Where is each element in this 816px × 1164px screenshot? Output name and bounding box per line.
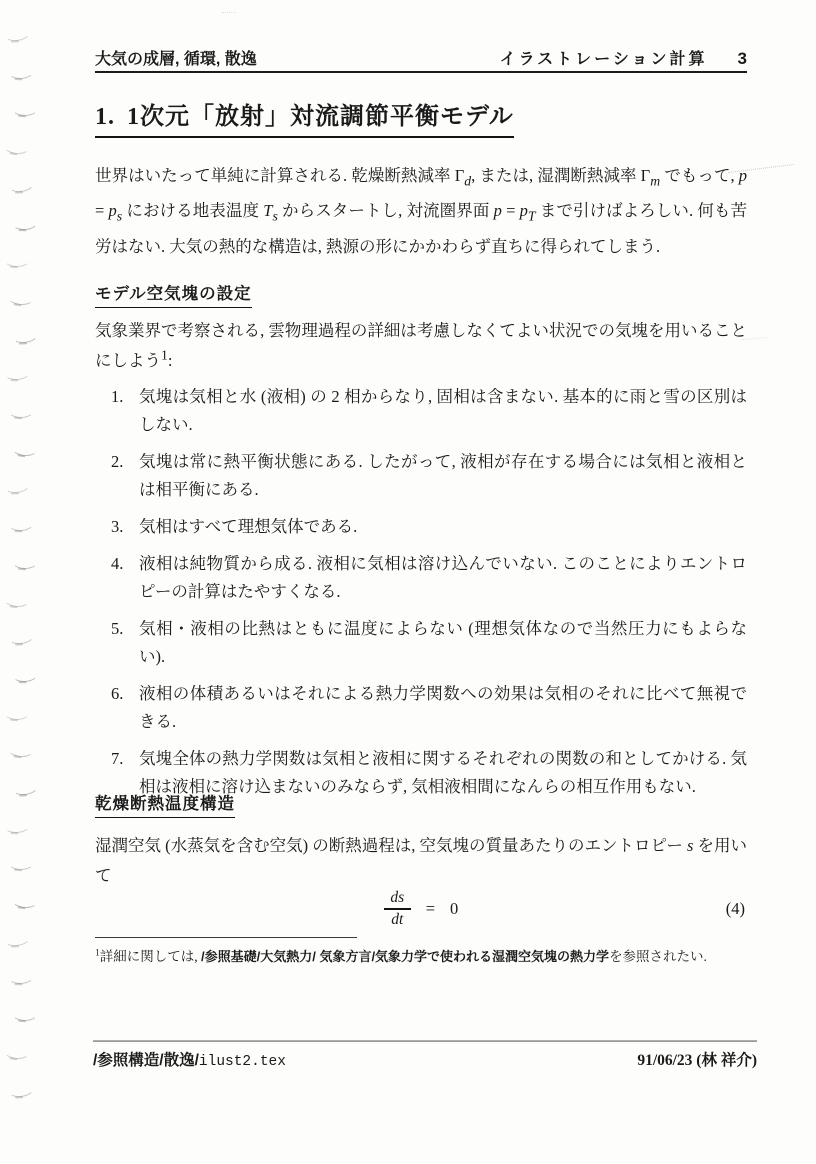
binder-ring-mark <box>3 24 31 42</box>
list-item-text: 気相・液相の比熱はともに温度によらない (理想気体なので当然圧力にもよらない). <box>139 619 747 666</box>
list-item-text: 液相は純物質から成る. 液相に気相は溶け込んでいない. このことによりエントロピーの計算はたやすくなる. <box>139 554 747 601</box>
footer-date-author: 91/06/23 (林 祥介) <box>637 1052 757 1069</box>
list-item <box>111 448 747 504</box>
subsection2-intro: 湿潤空気 (水蒸気を含む空気) の断熱過程は, 空気塊の質量あたりのエントロピー s を用いて <box>95 836 748 885</box>
equation-relation: = <box>425 899 436 918</box>
list-item-number: 1. <box>111 387 124 406</box>
binder-ring-mark <box>4 252 30 267</box>
footnote-post: を参照されたい. <box>609 949 707 964</box>
binder-ring-mark <box>4 138 31 155</box>
footer-file-path: /参照構造/散逸/ilust2.tex <box>93 1052 286 1070</box>
header-rule <box>95 71 747 73</box>
footer-file-name: ilust2.tex <box>198 1054 286 1070</box>
binder-ring-mark <box>4 1043 31 1060</box>
list-item-text: 液相の体積あるいはそれによる熱力学関数への効果は気相のそれに比べて無視できる. <box>139 684 747 731</box>
section-title-block <box>95 96 747 138</box>
scan-noise <box>222 12 236 13</box>
footnote <box>95 945 751 969</box>
binder-ring-mark <box>8 855 34 870</box>
footnote-pre: 詳細に関しては, <box>99 949 201 964</box>
footnote-rule <box>95 937 357 938</box>
list-item-text: 気相はすべて理想気体である. <box>139 517 358 536</box>
binder-ring-mark <box>3 477 31 495</box>
list-item <box>111 383 747 439</box>
equation-block <box>95 884 747 934</box>
subsection1-intro: 気象業界で考察される, 雲物理過程の詳細は考慮しなくてよい状況での気塊を用いることにしよう$^1$: <box>95 321 747 370</box>
binder-ring-mark <box>3 929 31 947</box>
page-footer <box>93 1048 757 1070</box>
fraction-denominator: dt <box>391 910 404 928</box>
section-title-text: 1次元「放射」対流調節平衡モデル <box>127 104 514 130</box>
binder-ring-mark <box>12 666 39 683</box>
fraction-numerator: ds <box>390 889 405 907</box>
binder-ring-mark <box>8 403 34 418</box>
footer-rule <box>93 1040 757 1042</box>
assumption-list <box>95 383 747 810</box>
binder-ring-mark <box>8 968 35 985</box>
list-item-text: 気塊は気相と水 (液相) の 2 相からなり, 固相は含まない. 基本的に雨と雪の区別はしない. <box>139 387 747 434</box>
subsection1-heading: モデル空気塊の設定 <box>95 280 747 308</box>
list-item-number: 5. <box>111 619 124 638</box>
intro-paragraph: 世界はいたって単純に計算される. 乾燥断熱減率 $\Gamma_d$, または, 湿潤断熱減率 $\Gamma_m$ でもって, $p = p_s$ における地表温度 $T_s$ からスタートし, 対流圏界面 $p = p_T$ まで引けばよろしい. 何も苦労はない. 大気の熱的な構造は, 熱源の形にかかわらず直ちに得られてしまう. <box>95 166 748 256</box>
binder-ring-mark <box>8 515 35 532</box>
binder-ring-mark <box>4 591 31 608</box>
equation-number: (4) <box>725 899 745 918</box>
binder-ring-mark <box>8 289 35 306</box>
header-right <box>500 46 747 69</box>
list-item-text: 気塊は常に熱平衡状態にある. したがって, 液相が存在する場合には気相と液相とは相平衡にある. <box>139 452 748 499</box>
list-item-number: 7. <box>111 749 124 768</box>
header-right-title: イラストレーション計算 <box>499 51 708 68</box>
list-item-number: 2. <box>111 452 124 471</box>
binder-ring-mark <box>12 440 39 457</box>
page-header <box>95 46 747 69</box>
fraction-bar <box>384 908 411 909</box>
list-item <box>111 513 747 541</box>
binder-ring-mark <box>12 214 39 231</box>
binder-ring-mark <box>4 817 31 834</box>
binder-ring-mark <box>11 326 39 344</box>
binder-ring-mark <box>12 101 38 116</box>
subsection2-heading: 乾燥断熱温度構造 <box>95 790 747 818</box>
fraction <box>384 890 411 928</box>
list-item-text: 気塊全体の熱力学関数は気相と液相に関するそれぞれの関数の和としてかける. 気相は液相に溶け込まないのみならず, 気相液相間になんらの相互作用もない. <box>139 749 747 796</box>
binder-ring-mark <box>8 741 35 758</box>
header-left-title: 大気の成層, 循環, 散逸 <box>95 51 257 68</box>
equation-rhs: 0 <box>450 899 459 918</box>
list-item-number: 3. <box>111 517 124 536</box>
binder-ring-mark <box>7 175 35 193</box>
section-number: 1. <box>95 104 115 130</box>
binder-ring-mark <box>4 705 30 720</box>
list-item <box>111 615 747 671</box>
list-item-number: 4. <box>111 554 124 573</box>
list-item <box>111 680 747 736</box>
footnote-marker: 1 <box>95 948 100 959</box>
list-item-number: 6. <box>111 684 124 703</box>
binder-ring-mark <box>12 892 39 909</box>
list-item <box>111 550 747 606</box>
binder-ring-mark <box>12 554 38 569</box>
footnote-reference-path: /参照基礎/大気熱力/ 気象方言/気象力学で使われる湿潤空気塊の熱力学 <box>201 949 610 964</box>
binder-ring-mark <box>4 364 31 381</box>
binder-ring-mark <box>11 778 39 796</box>
binder-ring-mark <box>8 63 35 80</box>
section-title <box>95 96 514 138</box>
binder-edge <box>0 0 44 1164</box>
binder-ring-mark <box>7 1080 35 1098</box>
binder-ring-mark <box>7 627 35 645</box>
page-number: 3 <box>737 49 747 68</box>
binder-ring-mark <box>12 1006 38 1021</box>
